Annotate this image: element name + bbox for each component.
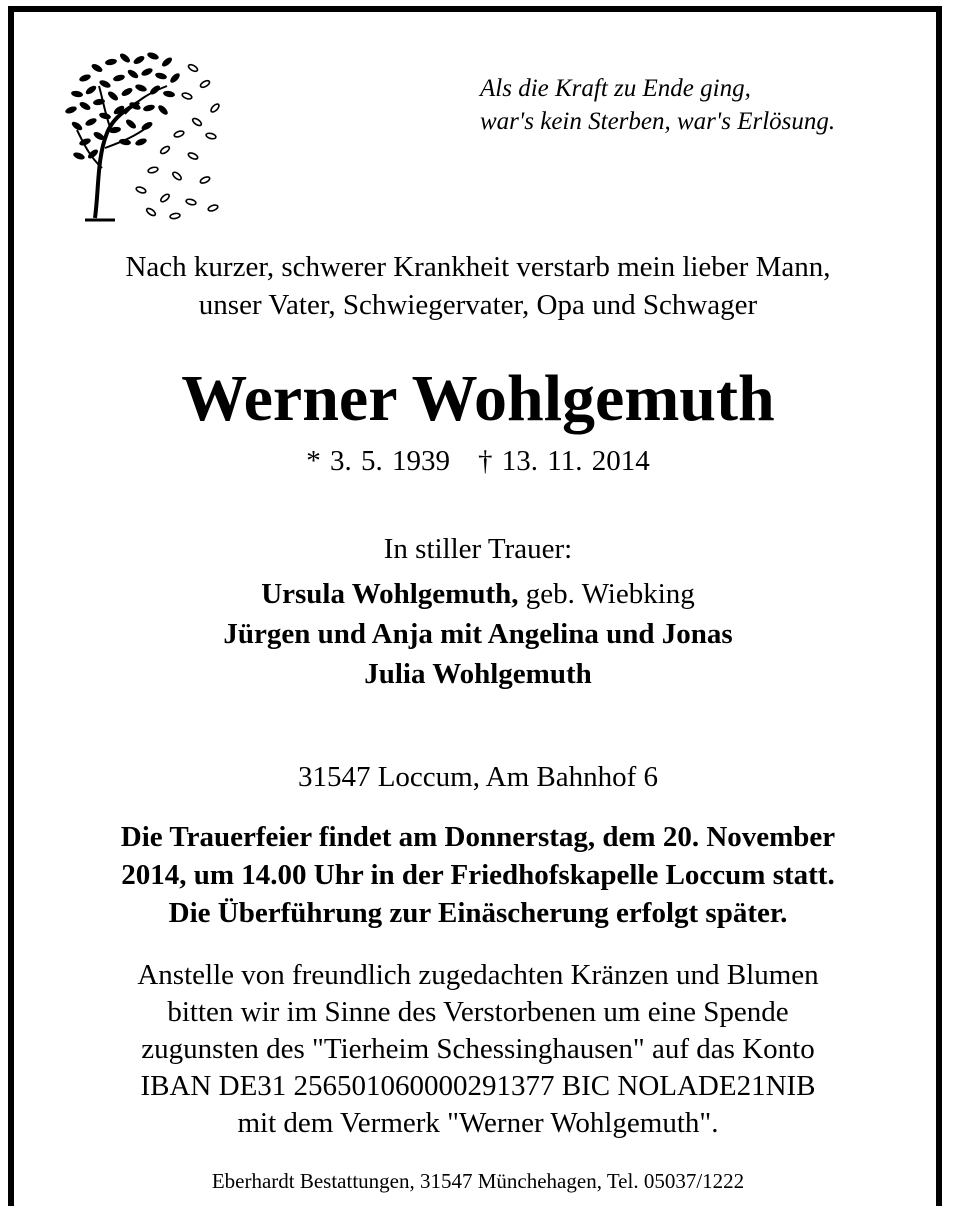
ceremony-line-3: Die Überführung zur Einäscherung erfolgt später. bbox=[168, 897, 788, 929]
wife-name: Ursula Wohlgemuth, bbox=[261, 578, 519, 610]
donation-line-1: Anstelle von freundlich zugedachten Kränzen und Blumen bbox=[137, 959, 819, 991]
donation-line-3: zugunsten des "Tierheim Schessinghausen" auf das Konto bbox=[141, 1033, 815, 1065]
family-line-2: Jürgen und Anja mit Angelina und Jonas bbox=[223, 618, 733, 650]
intro-text bbox=[0, 248, 956, 324]
ceremony-info bbox=[0, 818, 956, 932]
donation-line-2: bitten wir im Sinne des Verstorbenen um eine Spende bbox=[167, 996, 789, 1028]
epigraph-quote bbox=[480, 72, 835, 138]
family-line-3: Julia Wohlgemuth bbox=[364, 658, 592, 690]
quote-line-1: Als die Kraft zu Ende ging, bbox=[480, 75, 751, 102]
life-dates bbox=[0, 442, 956, 480]
quote-line-2: war's kein Sterben, war's Erlösung. bbox=[480, 108, 836, 135]
ceremony-line-1: Die Trauerfeier findet am Donnerstag, dem 20. November bbox=[120, 821, 836, 853]
donation-request bbox=[0, 957, 956, 1142]
family-address: 31547 Loccum, Am Bahnhof 6 bbox=[297, 761, 659, 793]
birth-date: * 3. 5. 1939 bbox=[306, 445, 451, 477]
donation-line-5: mit dem Vermerk "Werner Wohlgemuth". bbox=[237, 1107, 719, 1139]
mourning-heading: In stiller Trauer: bbox=[383, 533, 573, 565]
windblown-tree-icon bbox=[55, 38, 235, 223]
funeral-home-info: Eberhardt Bestattungen, 31547 Münchehagen, Tel. 05037/1222 bbox=[202, 1169, 754, 1193]
family-list bbox=[0, 574, 956, 694]
death-date: † 13. 11. 2014 bbox=[478, 445, 650, 477]
deceased-name: Werner Wohlgemuth bbox=[181, 362, 775, 435]
ceremony-line-2: 2014, um 14.00 Uhr in der Friedhofskapelle Loccum statt. bbox=[121, 859, 835, 891]
footer bbox=[0, 1167, 956, 1195]
family-line-1 bbox=[0, 574, 956, 614]
wife-maiden-name: geb. Wiebking bbox=[525, 578, 695, 610]
intro-line-1: Nach kurzer, schwerer Krankheit verstarb mein lieber Mann, bbox=[125, 251, 831, 283]
donation-line-4: IBAN DE31 256501060000291377 BIC NOLADE21NIB bbox=[140, 1070, 816, 1102]
intro-line-2: unser Vater, Schwiegervater, Opa und Schwager bbox=[198, 289, 758, 321]
